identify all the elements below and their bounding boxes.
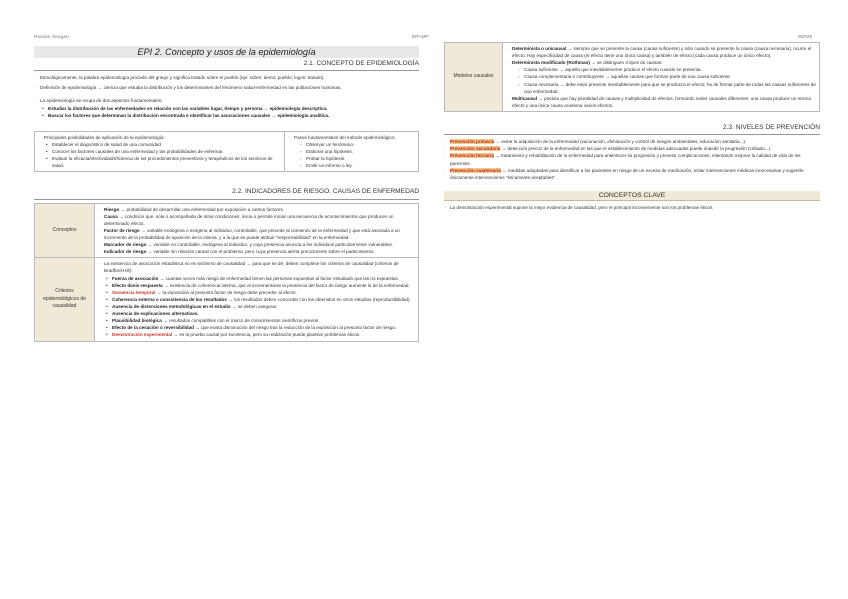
list-item: • Evaluar la eficacia/efectividad/eficiencia de los procedimientos preventivos y terapéuticos de los servicios de salud. <box>38 155 281 169</box>
applications-list <box>35 132 285 172</box>
table-row <box>445 43 820 112</box>
models-table <box>444 42 820 112</box>
table-row <box>35 258 419 341</box>
table-row <box>35 203 419 258</box>
method-title: · Pasos fundamentales del método epidemiológico: <box>288 134 415 141</box>
right-column <box>444 42 820 211</box>
aspect-descriptive: • Estudiar la distribución de las enfermedades en relación con las variables lugar, tiempo y persona → epidemiología descriptiva. <box>34 105 419 112</box>
concept-item: · Factor de riesgo → variable endógena o exógena al individuo, controlable, que precede al comienzo de la enfermedad y que está asociada a un incremento de la probabilidad de aparición de la misma, y a la que se puede atribuir "responsabilidad" en la enfermedad. <box>98 227 415 241</box>
criterion-item: • Secuencia temporal → la exposición al presunto factor de riesgo debe preceder al efecto. <box>98 289 415 296</box>
concepts-cell <box>95 203 419 258</box>
model-item: · Multicausal → postula que hay pluralidad de causas y multiplicidad de efectos, formando redes causales diferentes: una causa produce un mismo efecto y una única causa ocasiona varios efectos. <box>506 95 816 109</box>
header-author: Rossan Giorgan <box>34 35 69 40</box>
key-concept-text: · La demostración experimental supone la mejor evidencia de causalidad, pero el principal inconveniente son los problemas éticos. <box>444 204 820 211</box>
prevention-item: · Prevención terciaria → tratamiento y rehabilitación de la enfermedad para enlentecer su progresión y prevenir complicaciones, intentando mejorar la calidad de vida de los pacientes. <box>444 152 820 166</box>
list-item: ◦ Observar un fenómeno. <box>288 141 415 148</box>
prevention-item: · Prevención secundaria → detección precoz de la enfermedad en las que el establecimiento de medidas adecuadas puede impedir la progresión (cribado...). <box>444 145 820 152</box>
prevention-item: · Prevención cuaternaria → medidas adoptadas para identificar a los pacientes en riesgo de un exceso de medicación, evitar intervenciones médicas innecesarias y sugerirle únicamente intervenciones "éticamente aceptables". <box>444 167 820 181</box>
section-heading-2-3: 2.3. NIVELES DE PREVENCIÓN <box>444 122 820 135</box>
definition-paragraph: · Definición de epidemiología → ciencia que estudia la distribución y los determinantes del fenómeno salud-enfermedad en las poblaciones humanas. <box>34 84 419 91</box>
aspects-intro: · La epidemiología se ocupa de dos aspectos fundamentales: <box>34 97 419 104</box>
cause-type: ◦ Causa suficiente → aquella que inevitablemente produce el efecto cuando se presenta. <box>506 66 816 73</box>
row-label-concepts: Conceptos <box>35 203 95 258</box>
criterion-item: • Efecto de la cesación o reversibilidad → que exista disminución del riesgo tras la reducción de la exposición al presunto factor de riesgo. <box>98 324 415 331</box>
header-subject: EPI-MP <box>412 35 429 40</box>
risk-table <box>34 203 419 342</box>
page-title: EPI 2. Concepto y usos de la epidemiología <box>34 46 419 58</box>
model-item: · Determinista o unicausal → siempre que se presente la causa (causa suficiente) y sólo cuando se presente la causa (causa necesaria), ocurre el efecto. Hay especificidad de causa (el efecto tiene una única causa) y también de efecto (cada causa produce un único efecto). <box>506 45 816 59</box>
concept-item: · Causa → condición que, sola o acompañada de otras condiciones, inicia o permite iniciar una secuencia de acontecimientos que producen un determinado efecto. <box>98 213 415 227</box>
prevention-item: · Prevención primaria → evitar la adquisición de la enfermedad (vacunación, eliminación y control de riesgos ambientales, educación sanitaria...). <box>444 138 820 145</box>
criterion-item: • Fuerza de asociación → cuantas veces más riesgo de enfermedad tienen las personas expuestas al factor estudiado que las no expuestas. <box>98 275 415 282</box>
aspect-analytic: • Buscar los factores que determinan la distribución encontrada e identificar las asociaciones causales → epidemiología analítica. <box>34 112 419 119</box>
concept-item: · Marcador de riesgo → variable no controlable, endógena al individuo, y cuya presencia anuncia a los individuos particularmente vulnerables. <box>98 241 415 248</box>
criterion-item: • Coherencia externa o consistencia de los resultados → los resultados deben concordar con los obtenidos en otros estudios (reproductibilidad). <box>98 296 415 303</box>
model-item: · Determinista modificado (Rothman) → se distinguen 3 tipos de causas: <box>506 59 816 66</box>
section-heading-2-1: 2.1. CONCEPTO DE EPIDEMIOLOGÍA <box>34 58 419 71</box>
criterion-item: • Demostración experimental → es la prueba causal por excelencia, pero su realización puede plantear problemas éticos. <box>98 331 415 338</box>
left-column <box>34 46 419 342</box>
list-item: • Conocer los factores causales de una enfermedad y las probabilidades de enfermar. <box>38 148 281 155</box>
applications-box <box>34 131 419 173</box>
list-item: ◦ Elaborar una hipótesis. <box>288 148 415 155</box>
models-cell <box>503 43 820 112</box>
criterion-item: • Plausibilidad biológica → resultados compatibles con el marco de conocimientos científicos previos. <box>98 317 415 324</box>
concept-item: · Riesgo → probabilidad de desarrollar una enfermedad por exposición a ciertos factores. <box>98 206 415 213</box>
list-item: • Establecer el diagnóstico de salud de una comunidad. <box>38 141 281 148</box>
concept-item: · Indicador de riesgo → variable sin relación causal con el problema, pero cuya presencia alerta precozmente sobre el padecimiento. <box>98 248 415 255</box>
row-label-models: Modelos causales <box>445 43 503 112</box>
list-item: ◦ Emitir un informe o ley. <box>288 162 415 169</box>
cause-type: ◦ Causa necesaria → debe estar presente inevitablemente para que se produzca el efecto; ha de formar parte de todas las causas suficientes de una enfermedad. <box>506 81 816 95</box>
criterion-item: • Ausencia de distorsiones metodológicas en el estudio → se deben asegurar. <box>98 303 415 310</box>
criteria-intro: · La existencia de asociación estadística no es sinónimo de causalidad → para que se dé, deben cumplirse los criterios de causalidad (criterios de Bradford-Hill): <box>98 260 415 274</box>
section-heading-2-2: 2.2. INDICADORES DE RIESGO. CAUSAS DE ENFERMEDAD <box>34 186 419 199</box>
list-item: ◦ Probar la hipótesis. <box>288 155 415 162</box>
criteria-cell <box>95 258 419 341</box>
row-label-criteria: Criterios epidemiológicos de causalidad <box>35 258 95 341</box>
etymology-paragraph: · Etimológicamente, la palabra epidemiología procede del griego y significa tratado sobre el pueblo (epi: sobre; demo: pueblo; logos: tratado). <box>34 74 419 81</box>
criterion-item: • Efecto dosis-respuesta → existencia de coherencia interna, que al incrementarse la presencia del factor de riesgo aumente la de la enfermedad. <box>98 282 415 289</box>
cause-type: ◦ Causa complementaria o contribuyente → aquellas causas que forman parte de una causa suficiente. <box>506 73 816 80</box>
applications-title: · Principales posibilidades de aplicación de la epidemiología: <box>38 134 281 141</box>
criterion-item: • Ausencia de explicaciones alternativas. <box>98 310 415 317</box>
key-concepts-heading: CONCEPTOS CLAVE <box>444 191 820 201</box>
header-code: MIR25 <box>798 35 813 40</box>
method-steps <box>285 132 418 172</box>
